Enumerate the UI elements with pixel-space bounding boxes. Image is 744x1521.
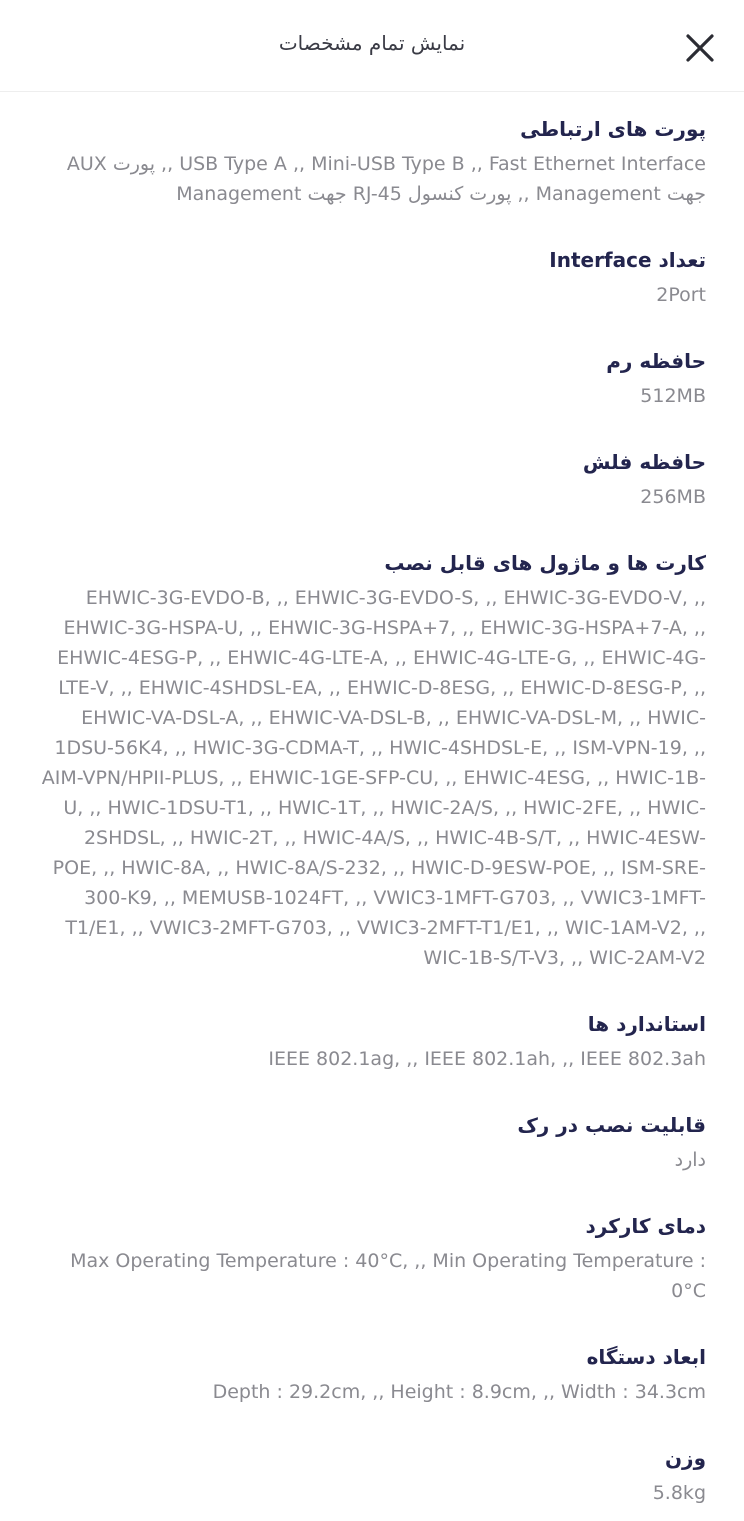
spec-item-dimensions bbox=[40, 1319, 706, 1420]
spec-value: Max Operating Temperature : 40°C, ,, Min Operating Temperature : 0°C bbox=[70, 1250, 706, 1302]
spec-value: 256MB bbox=[640, 486, 706, 508]
spec-value: EHWIC-3G-EVDO-B, ,, EHWIC-3G-EVDO-S, ,, EHWIC-3G-EVDO-V, ,, EHWIC-3G-HSPA-U, ,, EHWIC-3G-HSPA+7, ,, EHWIC-3G-HSPA+7-A, ,, EHWIC-4ESG-P, ,, EHWIC-4G-LTE-A, ,, EHWIC-4G-LTE-G, ,, EHWIC-4G-LTE-V, ,, EHWIC-4SHDSL-EA, ,, EHWIC-D-8ESG, ,, EHWIC-D-8ESG-P, ,, EHWIC-VA-DSL-A, ,, EHWIC-VA-DSL-B, ,, EHWIC-VA-DSL-M, ,, HWIC-1DSU-56K4, ,, HWIC-3G-CDMA-T, ,, HWIC-4SHDSL-E, ,, ISM-VPN-19, ,, AIM-VPN/HPII-PLUS, ,, EHWIC-1GE-SFP-CU, ,, EHWIC-4ESG, ,, HWIC-1B-U, ,, HWIC-1DSU-T1, ,, HWIC-1T, ,, HWIC-2A/S, ,, HWIC-2FE, ,, HWIC-2SHDSL, ,, HWIC-2T, ,, HWIC-4A/S, ,, HWIC-4B-S/T, ,, HWIC-4ESW-POE, ,, HWIC-8A, ,, HWIC-8A/S-232, ,, HWIC-D-9ESW-POE, ,, ISM-SRE-300-K9, ,, MEMUSB-1024FT, ,, VWIC3-1MFT-G703, ,, VWIC3-1MFT-T1/E1, ,, VWIC3-2MFT-G703, ,, VWIC3-2MFT-T1/E1, ,, WIC-1AM-V2, ,, WIC-1B-S/T-V3, ,, WIC-2AM-V2 bbox=[41, 587, 706, 969]
spec-item-weight bbox=[40, 1420, 706, 1521]
spec-label: استاندارد ها bbox=[587, 1012, 706, 1036]
spec-value: 2Port bbox=[656, 284, 706, 306]
spec-label: کارت ها و ماژول های قابل نصب bbox=[384, 551, 706, 575]
spec-label: ابعاد دستگاه bbox=[586, 1345, 706, 1369]
spec-item-temperature bbox=[40, 1188, 706, 1319]
close-button[interactable] bbox=[680, 24, 720, 68]
spec-label: حافظه فلش bbox=[582, 450, 706, 474]
spec-item-flash bbox=[40, 424, 706, 525]
spec-label: تعداد Interface bbox=[549, 248, 706, 272]
specs-list bbox=[0, 92, 744, 1521]
spec-item-rack-mount bbox=[40, 1087, 706, 1188]
spec-item-interface-count bbox=[40, 222, 706, 323]
spec-item-standards bbox=[40, 986, 706, 1087]
spec-item-modules bbox=[40, 525, 706, 986]
spec-value: Depth : 29.2cm, ,, Height : 8.9cm, ,, Width : 34.3cm bbox=[212, 1381, 706, 1403]
spec-value: 512MB bbox=[640, 385, 706, 407]
spec-label: دمای کارکرد bbox=[585, 1214, 706, 1238]
spec-item-ram bbox=[40, 323, 706, 424]
close-icon bbox=[680, 24, 720, 68]
spec-value: 5.8kg bbox=[652, 1482, 706, 1504]
spec-value: USB Type A ,, Mini-USB Type B ,, Fast Ethernet Interface ,, پورت AUX جهت Management ,, پورت کنسول RJ-45 جهت Management bbox=[66, 153, 706, 205]
spec-label: وزن bbox=[664, 1446, 706, 1470]
spec-value: IEEE 802.1ag, ,, IEEE 802.1ah, ,, IEEE 802.3ah bbox=[268, 1048, 706, 1070]
spec-value: دارد bbox=[674, 1149, 706, 1171]
spec-label: قابلیت نصب در رک bbox=[517, 1113, 706, 1137]
dialog-header bbox=[0, 0, 744, 92]
spec-item-ports bbox=[40, 92, 706, 222]
spec-label: حافظه رم bbox=[606, 349, 706, 373]
spec-label: پورت های ارتباطی bbox=[520, 117, 706, 141]
page-title: نمایش تمام مشخصات bbox=[278, 31, 466, 55]
